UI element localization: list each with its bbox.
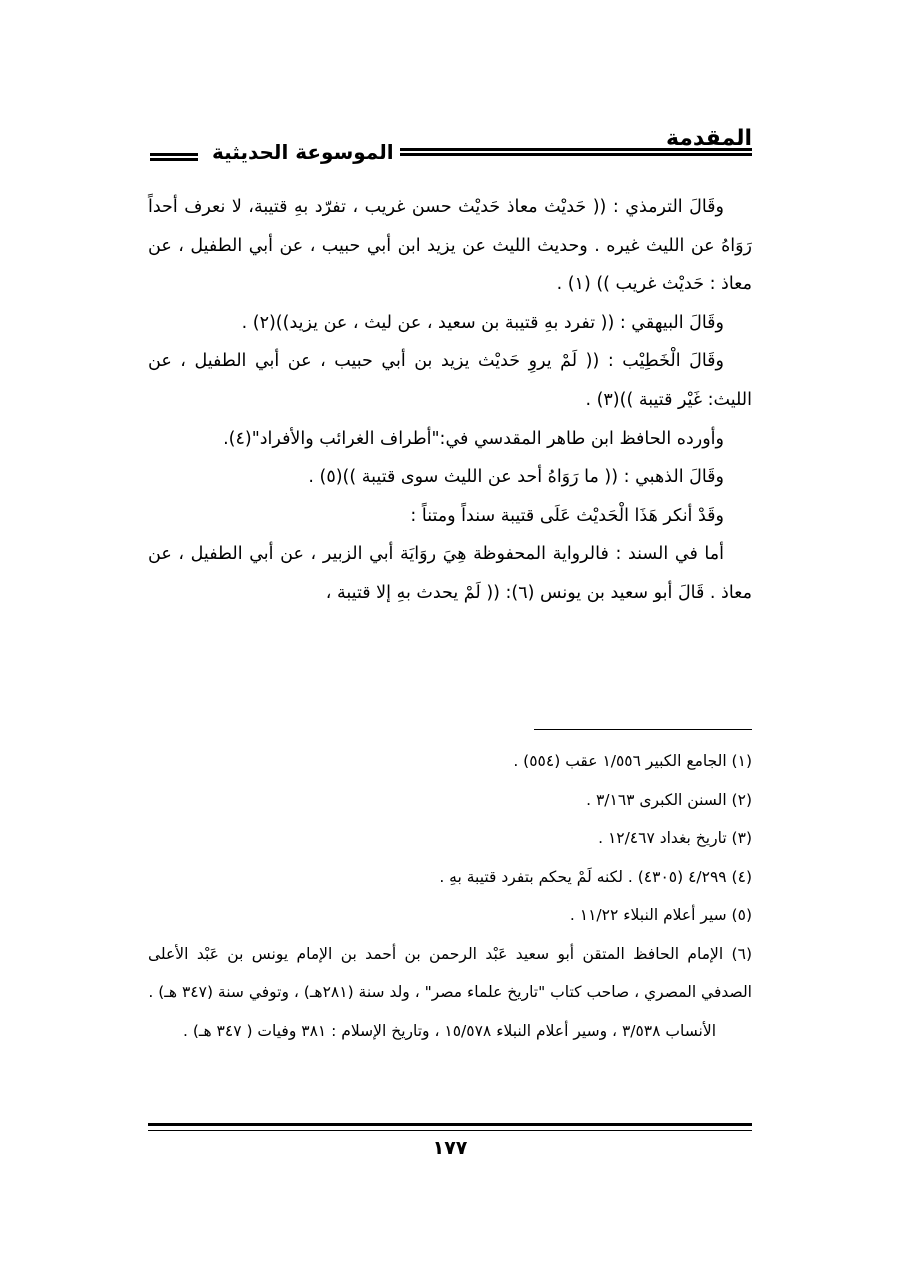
paragraph-text: وقَدْ أنكر هَذَا الْحَديْث عَلَى قتيبة سنداً ومتناً : <box>410 505 724 526</box>
paragraph <box>148 342 752 419</box>
footnote: (٤) ٤/٢٩٩ (٤٣٠٥) . لكنه لَمْ يحكم بتفرد قتيبة بهِ . <box>439 867 752 886</box>
paragraph <box>148 497 752 536</box>
paragraph-text: وقَالَ البيهقي : (( تفرد بهِ قتيبة بن سعيد ، عن ليث ، عن يزيد))(٢) . <box>241 312 724 333</box>
paragraph-text: وقَالَ الترمذي : (( حَديْث معاذ حَديْث حسن غريب ، تفرّد بهِ قتيبة، لا نعرف أحداً رَوَاهُ عن الليث غيره . وحديث الليث عن يزيد ابن أبي حبيب ، عن أبي الطفيل ، عن معاذ : حَديْث غريب )) (١) . <box>148 197 752 295</box>
footnote: (١) الجامع الكبير ١/٥٥٦ عقب (٥٥٤) . <box>513 752 752 770</box>
running-header <box>150 122 752 166</box>
paragraph-text: وقَالَ الذهبي : (( ما رَوَاهُ أحد عن الليث سوى قتيبة ))(٥) . <box>308 467 724 488</box>
footnote-separator <box>534 729 752 730</box>
page-number: ١٧٧ <box>432 1137 468 1159</box>
footnote: (٦) الإمام الحافظ المتقن أبو سعيد عَبْد الرحمن بن أحمد بن الإمام يونس بن عَبْد الأعلى الصدفي المصري ، صاحب كتاب "تاريخ علماء مصر" ، ولد سنة (٢٨١هـ) ، وتوفي سنة (٣٤٧ هـ) . <box>148 944 752 1001</box>
paragraph-text: وقَالَ الْخَطِيْب : (( لَمْ يروِ حَديْث يزيد بن أبي حبيب ، عن أبي الطفيل ، عن الليث: غَيْر قتيبة ))(٣) . <box>148 351 752 410</box>
paragraph <box>148 458 752 497</box>
footer-rule-thin <box>148 1130 752 1131</box>
footer-rule-thick <box>148 1123 752 1126</box>
paragraph <box>148 535 752 612</box>
main-text <box>148 188 752 613</box>
paragraph <box>148 420 752 459</box>
header-section-title: المقدمة <box>665 126 752 151</box>
paragraph-text: أما في السند : فالرواية المحفوظة هِيَ روَايَة أبي الزبير ، عن أبي الطفيل ، عن معاذ . قَالَ أبو سعيد بن يونس (٦): (( لَمْ يحدث بهِ إلا قتيبة ، <box>148 544 752 603</box>
paragraph <box>148 188 752 304</box>
footnote-continuation: الأنساب ٣/٥٣٨ ، وسير أعلام النبلاء ١٥/٥٧٨ ، وتاريخ الإسلام : ٣٨١ وفيات ( ٣٤٧ هـ) . <box>183 1021 716 1040</box>
footnotes <box>148 742 752 1050</box>
header-book-title: الموسوعة الحديثية <box>212 140 394 164</box>
paragraph <box>148 304 752 343</box>
paragraph-text: وأورده الحافظ ابن طاهر المقدسي في:"أطراف الغرائب والأفراد"(٤). <box>223 428 724 449</box>
header-rule-left <box>150 153 198 161</box>
footnote: (٥) سير أعلام النبلاء ١١/٢٢ . <box>569 906 752 924</box>
footnote: (٣) تاريخ بغداد ١٢/٤٦٧ . <box>598 829 752 847</box>
footnote: (٢) السنن الكبرى ٣/١٦٣ . <box>586 790 752 809</box>
